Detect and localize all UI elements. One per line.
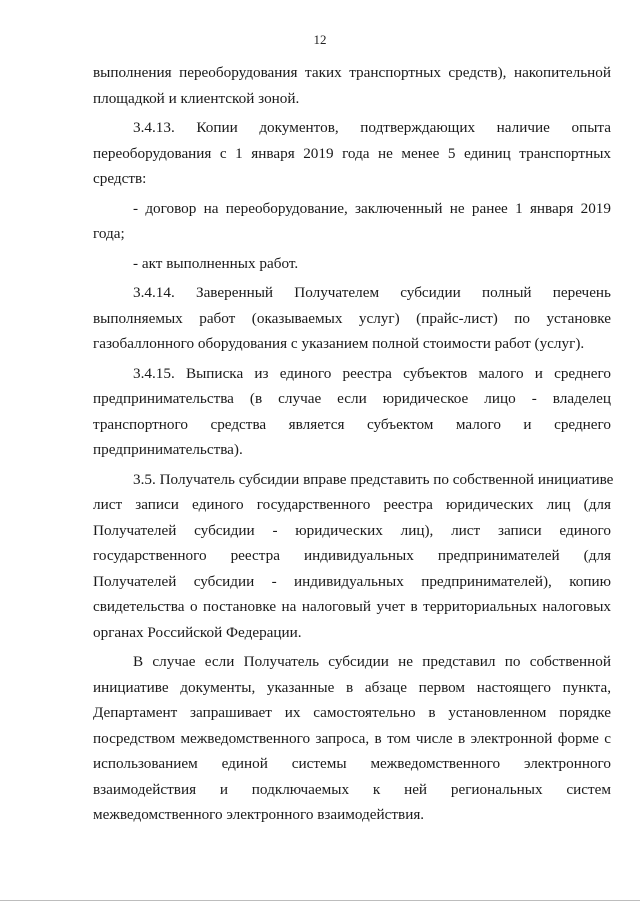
text-line: В случае если Получатель субсидии не представил по собственной [133, 653, 611, 670]
paragraph-interagency-request [93, 649, 611, 828]
paragraph-3-5 [93, 467, 614, 646]
text-line: 3.4.15. Выписка из единого реестра субъектов малого и среднего [133, 364, 611, 382]
paragraph-3-4-15 [93, 361, 611, 463]
text-line: выполнения переоборудования таких транспортных средств), накопительной [93, 64, 611, 81]
list-item-act [93, 251, 611, 277]
text-line: переоборудования с 1 января 2019 года не менее 5 единиц транспортных [93, 144, 611, 162]
text-line: предпринимательства). [93, 441, 243, 458]
text-line: года; [93, 225, 125, 242]
text-line: использованием единой системы межведомственного электронного [93, 755, 611, 772]
text-line: свидетельства о постановке на налоговый учет в территориальных налоговых [93, 598, 611, 615]
text-line: - акт выполненных работ. [133, 254, 299, 272]
text-line: государственного реестра индивидуальных предпринимателей (для [93, 547, 611, 564]
text-line: посредством межведомственного запроса, в том числе в электронной форме с [93, 729, 611, 747]
text-line: лист записи единого государственного реестра юридических лиц (для [93, 496, 611, 513]
paragraph-continuation [93, 60, 611, 111]
text-line: Департамент запрашивает их самостоятельно в установленном порядке [93, 704, 611, 721]
body-text [93, 60, 614, 828]
text-line: взаимодействия и подключаемых к ней региональных систем [93, 780, 611, 798]
text-line: средств: [93, 170, 147, 187]
text-line: - договор на переоборудование, заключенный не ранее 1 января 2019 [133, 199, 611, 217]
text-line: газобаллонного оборудования с указанием полной стоимости работ (услуг). [93, 335, 585, 352]
text-line: выполняемых работ (оказываемых услуг) (прайс-лист) по установке [93, 309, 611, 327]
text-line: 3.5. Получатель субсидии вправе представить по собственной инициативе [133, 470, 614, 488]
text-line: транспортного средства является субъектом малого и среднего [93, 415, 611, 433]
paragraph-3-4-14 [93, 280, 611, 357]
text-line: 3.4.13. Копии документов, подтверждающих наличие опыта [133, 119, 611, 136]
text-line: органах Российской Федерации. [93, 623, 302, 641]
footer-rule [0, 900, 640, 901]
text-line: площадкой и клиентской зоной. [93, 89, 300, 107]
page-number: 12 [313, 32, 327, 47]
text-line: межведомственного электронного взаимодействия. [93, 806, 425, 823]
list-item-contract [93, 196, 611, 247]
text-line: инициативе документы, указанные в абзаце первом настоящего пункта, [93, 678, 611, 696]
text-line: предпринимательства (в случае если юридическое лицо - владелец [93, 390, 611, 407]
text-line: Получателей субсидии - индивидуальных предпринимателей), копию [93, 572, 611, 590]
text-line: Получателей субсидии - юридических лиц), лист записи единого [93, 521, 611, 539]
text-line: 3.4.14. Заверенный Получателем субсидии полный перечень [133, 284, 611, 301]
paragraph-3-4-13 [93, 115, 611, 192]
